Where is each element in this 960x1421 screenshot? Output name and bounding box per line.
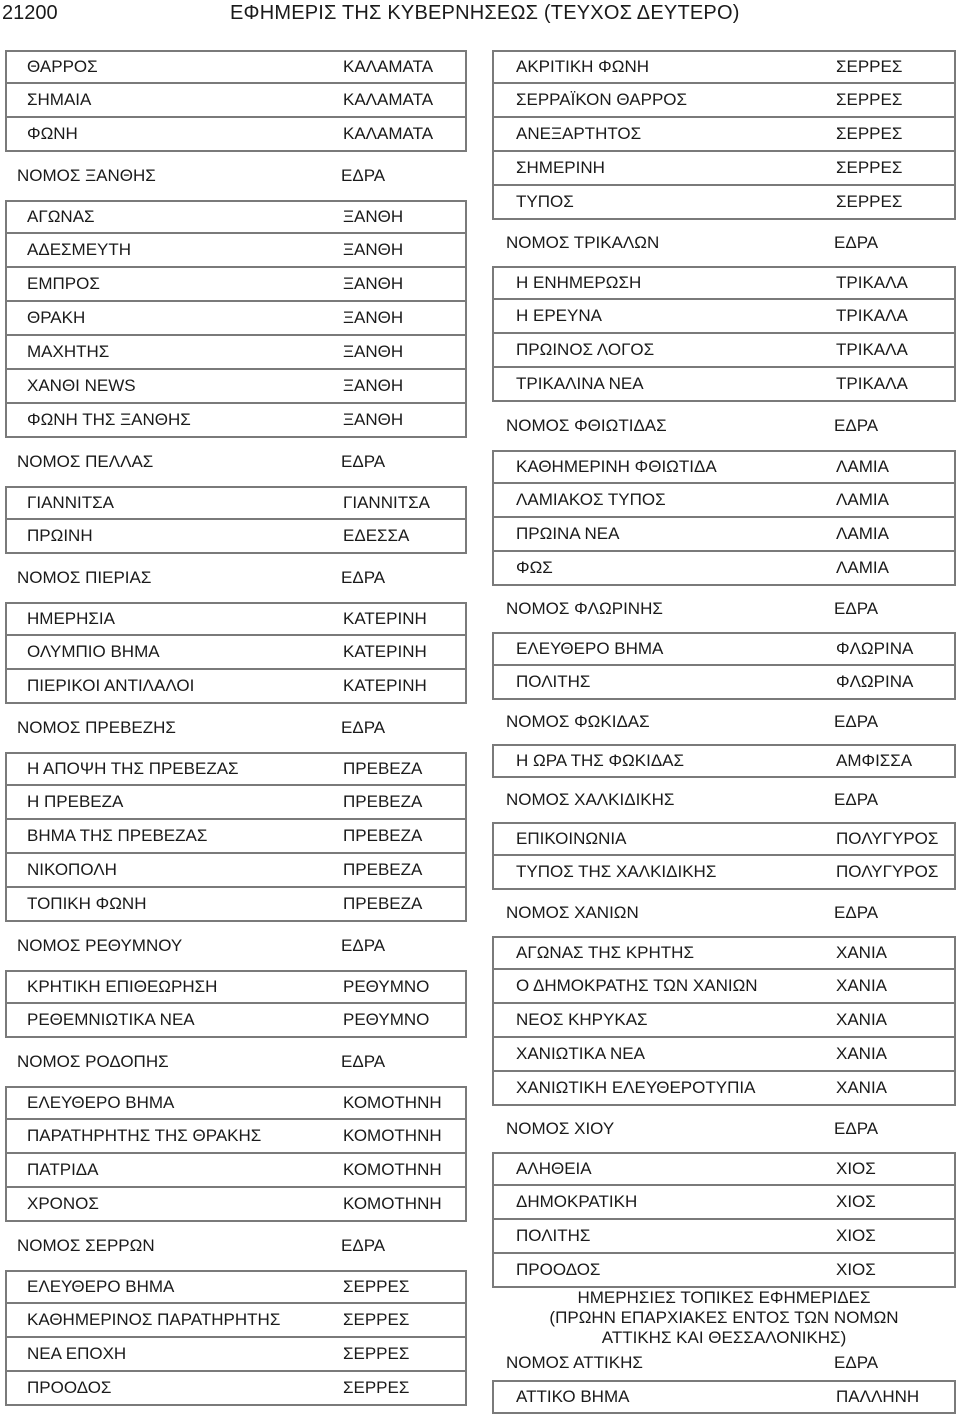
city-name: ΞΑΝΘΗ [343,410,404,429]
city-name: ΚΑΛΑΜΑΤΑ [343,57,434,76]
newspaper-name: ΚΑΘΗΜΕΡΙΝΟΣ ΠΑΡΑΤΗΡΗΤΗΣ [27,1310,281,1329]
newspaper-row [492,186,956,220]
city-name: ΞΑΝΘΗ [343,308,404,327]
prefecture-heading-row [5,152,467,200]
newspaper-name: ΓΙΑΝΝΙΤΣΑ [27,493,114,512]
newspaper-name: ΝΙΚΟΠΟΛΗ [27,860,117,879]
city-name: ΣΕΡΡΕΣ [836,124,903,143]
newspaper-name: ΠΡΩΙΝΟΣ ΛΟΓΟΣ [516,340,655,359]
seat-label: ΕΔΡΑ [834,903,879,922]
newspaper-name: ΑΚΡΙΤΙΚΗ ΦΩΝΗ [516,57,650,76]
journal-title: ΕΦΗΜΕΡΙΣ ΤΗΣ ΚΥΒΕΡΝΗΣΕΩΣ (ΤΕΥΧΟΣ ΔΕΥΤΕΡΟ) [230,2,740,24]
city-name: ΧΙΟΣ [836,1192,876,1211]
city-name: ΞΑΝΘΗ [343,274,404,293]
prefecture-name: ΝΟΜΟΣ ΧΑΝΙΩΝ [506,903,639,922]
newspaper-name: ΑΓΩΝΑΣ ΤΗΣ ΚΡΗΤΗΣ [516,943,694,962]
newspaper-row [5,670,467,704]
prefecture-heading-row [5,1038,467,1086]
newspaper-row [492,368,956,402]
city-name: ΚΟΜΟΤΗΝΗ [343,1160,442,1179]
newspaper-name: ΑΝΕΞΑΡΤΗΤΟΣ [516,124,642,143]
newspaper-name: ΑΔΕΣΜΕΥΤΗ [27,240,132,259]
newspaper-row [492,1072,956,1106]
newspaper-name: ΣΕΡΡΑΪΚΟΝ ΘΑΡΡΟΣ [516,90,688,109]
newspaper-name: ΝΕΟΣ ΚΗΡΥΚΑΣ [516,1010,648,1029]
city-name: ΚΑΤΕΡΙΝΗ [343,676,427,695]
newspaper-row [492,552,956,586]
newspaper-name: ΦΩΝΗ ΤΗΣ ΞΑΝΘΗΣ [27,410,191,429]
prefecture-name: ΝΟΜΟΣ ΤΡΙΚΑΛΩΝ [506,233,660,252]
newspaper-row [5,888,467,922]
prefecture-name: ΝΟΜΟΣ ΦΩΚΙΔΑΣ [506,712,650,731]
city-name: ΑΜΦΙΣΣΑ [836,751,913,770]
attica-section [492,1346,956,1414]
newspaper-name: ΠΑΡΑΤΗΡΗΤΗΣ ΤΗΣ ΘΡΑΚΗΣ [27,1126,262,1145]
newspaper-row [492,1254,956,1288]
prefecture-heading-row [492,586,956,632]
newspaper-row [5,118,467,152]
newspaper-name: ΑΤΤΙΚΟ ΒΗΜΑ [516,1387,630,1406]
newspaper-row [492,632,956,666]
newspaper-row [5,1154,467,1188]
newspaper-row [492,970,956,1004]
newspaper-row [5,520,467,554]
newspaper-name: ΠΡΟΟΔΟΣ [516,1260,601,1279]
prefecture-heading-row [492,402,956,450]
newspaper-name: ΧΑΝΘΙ NEWS [27,376,136,395]
newspaper-name: ΠΡΟΟΔΟΣ [27,1378,112,1397]
newspaper-name: Η ΕΝΗΜΕΡΩΣΗ [516,273,642,292]
city-name: ΠΑΛΛΗΝΗ [836,1387,920,1406]
newspaper-name: ΤΥΠΟΣ [516,192,574,211]
city-name: ΧΙΟΣ [836,1159,876,1178]
newspaper-row [492,300,956,334]
prefecture-heading-row [492,220,956,266]
city-name: ΠΟΛΥΓΥΡΟΣ [836,862,939,881]
city-name: ΞΑΝΘΗ [343,342,404,361]
seat-label: ΕΔΡΑ [834,712,879,731]
newspaper-row [5,370,467,404]
newspaper-row [492,518,956,552]
city-name: ΧΙΟΣ [836,1226,876,1245]
city-name: ΚΑΛΑΜΑΤΑ [343,90,434,109]
city-name: ΕΔΕΣΣΑ [343,526,410,545]
newspaper-row [5,1120,467,1154]
prefecture-heading-row [5,922,467,970]
city-name: ΧΙΟΣ [836,1260,876,1279]
newspaper-row [5,404,467,438]
prefecture-heading-row [5,1222,467,1270]
city-name: ΧΑΝΙΑ [836,1010,888,1029]
newspaper-name: ΕΛΕΥΘΕΡΟ ΒΗΜΑ [27,1277,175,1296]
newspaper-name: ΦΩΣ [516,558,553,577]
newspaper-name: ΣΗΜΑΙΑ [27,90,92,109]
city-name: ΚΟΜΟΤΗΝΗ [343,1126,442,1145]
city-name: ΛΑΜΙΑ [836,457,889,476]
city-name: ΡΕΘΥΜΝΟ [343,977,430,996]
prefecture-heading-row [492,778,956,822]
newspaper-name: ΕΛΕΥΘΕΡΟ ΒΗΜΑ [27,1093,175,1112]
newspaper-row [5,786,467,820]
newspaper-name: ΟΛΥΜΠΙΟ ΒΗΜΑ [27,642,160,661]
city-name: ΧΑΝΙΑ [836,976,888,995]
newspaper-name: ΠΟΛΙΤΗΣ [516,1226,591,1245]
city-name: ΛΑΜΙΑ [836,524,889,543]
newspaper-name: Η ΠΡΕΒΕΖΑ [27,792,124,811]
city-name: ΣΕΡΡΕΣ [836,57,903,76]
newspaper-row [492,856,956,890]
newspaper-name: ΤΥΠΟΣ ΤΗΣ ΧΑΛΚΙΔΙΚΗΣ [516,862,717,881]
newspaper-row [5,970,467,1004]
newspaper-row [492,266,956,300]
newspaper-name: ΚΑΘΗΜΕΡΙΝΗ ΦΘΙΩΤΙΔΑ [516,457,717,476]
city-name: ΠΡΕΒΕΖΑ [343,759,423,778]
prefecture-heading-row [492,700,956,744]
city-name: ΚΟΜΟΤΗΝΗ [343,1194,442,1213]
notice-line1: ΗΜΕΡΗΣΙΕΣ ΤΟΠΙΚΕΣ ΕΦΗΜΕΡΙΔΕΣ [577,1288,871,1307]
newspaper-name: ΡΕΘΕΜΝΙΩΤΙΚΑ ΝΕΑ [27,1010,195,1029]
city-name: ΠΡΕΒΕΖΑ [343,860,423,879]
seat-label: ΕΔΡΑ [341,452,386,471]
city-name: ΤΡΙΚΑΛΑ [836,273,908,292]
seat-label: ΕΔΡΑ [834,599,879,618]
prefecture-name: ΝΟΜΟΣ ΣΕΡΡΩΝ [17,1236,155,1255]
newspaper-name: ΝΕΑ ΕΠΟΧΗ [27,1344,127,1363]
seat-label: ΕΔΡΑ [341,936,386,955]
newspaper-row [492,1380,956,1414]
newspaper-row [5,486,467,520]
seat-label: ΕΔΡΑ [834,233,879,252]
newspaper-name: Η ΕΡΕΥΝΑ [516,306,602,325]
seat-label: ΕΔΡΑ [834,1119,879,1138]
city-name: ΠΡΕΒΕΖΑ [343,792,423,811]
city-name: ΓΙΑΝΝΙΤΣΑ [343,493,430,512]
newspaper-row [5,636,467,670]
newspaper-row [492,118,956,152]
prefecture-name: ΝΟΜΟΣ ΠΙΕΡΙΑΣ [17,568,152,587]
daily-local-newspapers-notice [492,1288,956,1346]
newspaper-name: ΜΑΧΗΤΗΣ [27,342,110,361]
city-name: ΤΡΙΚΑΛΑ [836,340,908,359]
newspaper-row [492,936,956,970]
prefecture-heading-row [492,1106,956,1152]
prefecture-name: ΝΟΜΟΣ ΧΙΟΥ [506,1119,615,1138]
seat-label: ΕΔΡΑ [341,568,386,587]
newspaper-row [5,268,467,302]
page-header [0,0,960,34]
prefecture-name: ΝΟΜΟΣ ΞΑΝΘΗΣ [17,166,156,185]
newspaper-name: ΧΑΝΙΩΤΙΚΗ ΕΛΕΥΘΕΡΟΤΥΠΙΑ [516,1078,756,1097]
newspaper-name: ΤΟΠΙΚΗ ΦΩΝΗ [27,894,147,913]
prefecture-name: ΝΟΜΟΣ ΧΑΛΚΙΔΙΚΗΣ [506,790,675,809]
city-name: ΧΑΝΙΑ [836,1044,888,1063]
page-number: 21200 [2,2,58,24]
newspaper-row [492,50,956,84]
newspaper-name: ΛΑΜΙΑΚΟΣ ΤΥΠΟΣ [516,490,666,509]
newspaper-name: ΑΛΗΘΕΙΑ [516,1159,592,1178]
city-name: ΦΛΩΡΙΝΑ [836,672,914,691]
newspaper-row [492,744,956,778]
left-column [5,50,467,1406]
newspaper-row [5,1372,467,1406]
city-name: ΛΑΜΙΑ [836,558,889,577]
city-name: ΤΡΙΚΑΛΑ [836,374,908,393]
prefecture-name: ΝΟΜΟΣ ΠΡΕΒΕΖΗΣ [17,718,176,737]
newspaper-row [5,336,467,370]
newspaper-name: ΚΡΗΤΙΚΗ ΕΠΙΘΕΩΡΗΣΗ [27,977,218,996]
city-name: ΦΛΩΡΙΝΑ [836,639,914,658]
prefecture-heading-row [5,704,467,752]
prefecture-name: ΝΟΜΟΣ ΑΤΤΙΚΗΣ [506,1353,643,1372]
city-name: ΧΑΝΙΑ [836,943,888,962]
newspaper-name: ΕΜΠΡΟΣ [27,274,100,293]
newspaper-name: ΠΟΛΙΤΗΣ [516,672,591,691]
prefecture-heading-row [5,554,467,602]
newspaper-row [492,1220,956,1254]
city-name: ΠΡΕΒΕΖΑ [343,894,423,913]
newspaper-name: ΘΑΡΡΟΣ [27,57,98,76]
city-name: ΠΡΕΒΕΖΑ [343,826,423,845]
right-column [492,50,956,1414]
city-name: ΤΡΙΚΑΛΑ [836,306,908,325]
newspaper-row [492,152,956,186]
newspaper-name: ΕΠΙΚΟΙΝΩΝΙΑ [516,829,627,848]
newspaper-row [492,450,956,484]
newspaper-name: Η ΑΠΟΨΗ ΤΗΣ ΠΡΕΒΕΖΑΣ [27,759,239,778]
prefecture-heading-row [492,1346,956,1380]
newspaper-name: ΠΑΤΡΙΔΑ [27,1160,99,1179]
newspaper-row [5,752,467,786]
newspaper-row [492,822,956,856]
city-name: ΡΕΘΥΜΝΟ [343,1010,430,1029]
city-name: ΚΑΛΑΜΑΤΑ [343,124,434,143]
newspaper-row [492,1186,956,1220]
newspaper-row [5,1338,467,1372]
newspaper-name: ΗΜΕΡΗΣΙΑ [27,609,115,628]
newspaper-row [5,200,467,234]
prefecture-heading-row [492,890,956,936]
newspaper-name: ΠΡΩΙΝΗ [27,526,93,545]
city-name: ΣΕΡΡΕΣ [836,158,903,177]
city-name: ΧΑΝΙΑ [836,1078,888,1097]
newspaper-row [5,1188,467,1222]
city-name: ΚΑΤΕΡΙΝΗ [343,642,427,661]
prefecture-name: ΝΟΜΟΣ ΡΕΘΥΜΝΟΥ [17,936,183,955]
city-name: ΞΑΝΘΗ [343,376,404,395]
city-name: ΠΟΛΥΓΥΡΟΣ [836,829,939,848]
newspaper-row [492,84,956,118]
newspaper-name: ΘΡΑΚΗ [27,308,86,327]
newspaper-row [5,820,467,854]
newspaper-row [5,50,467,84]
notice-line2: (ΠΡΩΗΝ ΕΠΑΡΧΙΑΚΕΣ ΕΝΤΟΣ ΤΩΝ ΝΟΜΩΝ [549,1308,899,1327]
city-name: ΣΕΡΡΕΣ [343,1310,410,1329]
seat-label: ΕΔΡΑ [341,1052,386,1071]
prefecture-heading-row [5,438,467,486]
seat-label: ΕΔΡΑ [834,1353,879,1372]
city-name: ΚΟΜΟΤΗΝΗ [343,1093,442,1112]
newspaper-name: ΤΡΙΚΑΛΙΝΑ ΝΕΑ [516,374,644,393]
newspaper-row [5,1270,467,1304]
newspaper-name: ΧΑΝΙΩΤΙΚΑ ΝΕΑ [516,1044,645,1063]
newspaper-name: ΠΙΕΡΙΚΟΙ ΑΝΤΙΛΑΛΟΙ [27,676,195,695]
city-name: ΣΕΡΡΕΣ [836,192,903,211]
newspaper-row [5,854,467,888]
prefecture-name: ΝΟΜΟΣ ΡΟΔΟΠΗΣ [17,1052,169,1071]
newspaper-row [492,1004,956,1038]
notice-line3: ΑΤΤΙΚΗΣ ΚΑΙ ΘΕΣΣΑΛΟΝΙΚΗΣ) [601,1328,847,1347]
newspaper-row [492,666,956,700]
seat-label: ΕΔΡΑ [834,416,879,435]
prefecture-name: ΝΟΜΟΣ ΦΛΩΡΙΝΗΣ [506,599,663,618]
newspaper-row [5,602,467,636]
newspaper-row [5,302,467,336]
city-name: ΞΑΝΘΗ [343,240,404,259]
city-name: ΣΕΡΡΕΣ [836,90,903,109]
city-name: ΛΑΜΙΑ [836,490,889,509]
newspaper-row [5,1086,467,1120]
newspaper-name: ΠΡΩΙΝΑ ΝΕΑ [516,524,620,543]
city-name: ΣΕΡΡΕΣ [343,1344,410,1363]
newspaper-row [5,234,467,268]
newspaper-name: ΣΗΜΕΡΙΝΗ [516,158,605,177]
seat-label: ΕΔΡΑ [834,790,879,809]
seat-label: ΕΔΡΑ [341,718,386,737]
newspaper-row [492,1038,956,1072]
newspaper-name: ΒΗΜΑ ΤΗΣ ΠΡΕΒΕΖΑΣ [27,826,208,845]
city-name: ΞΑΝΘΗ [343,207,404,226]
newspaper-row [5,1304,467,1338]
newspaper-row [5,1004,467,1038]
prefecture-name: ΝΟΜΟΣ ΦΘΙΩΤΙΔΑΣ [506,416,667,435]
seat-label: ΕΔΡΑ [341,1236,386,1255]
newspaper-name: ΧΡΟΝΟΣ [27,1194,99,1213]
newspaper-row [492,334,956,368]
city-name: ΣΕΡΡΕΣ [343,1277,410,1296]
prefecture-name: ΝΟΜΟΣ ΠΕΛΛΑΣ [17,452,154,471]
city-name: ΣΕΡΡΕΣ [343,1378,410,1397]
newspaper-row [492,484,956,518]
newspaper-row [492,1152,956,1186]
newspaper-row [5,84,467,118]
newspaper-name: ΑΓΩΝΑΣ [27,207,95,226]
newspaper-name: ΕΛΕΥΘΕΡΟ ΒΗΜΑ [516,639,664,658]
newspaper-name: Ο ΔΗΜΟΚΡΑΤΗΣ ΤΩΝ ΧΑΝΙΩΝ [516,976,758,995]
newspaper-name: Η ΩΡΑ ΤΗΣ ΦΩΚΙΔΑΣ [516,751,685,770]
seat-label: ΕΔΡΑ [341,166,386,185]
newspaper-name: ΔΗΜΟΚΡΑΤΙΚΗ [516,1192,638,1211]
newspaper-name: ΦΩΝΗ [27,124,78,143]
city-name: ΚΑΤΕΡΙΝΗ [343,609,427,628]
